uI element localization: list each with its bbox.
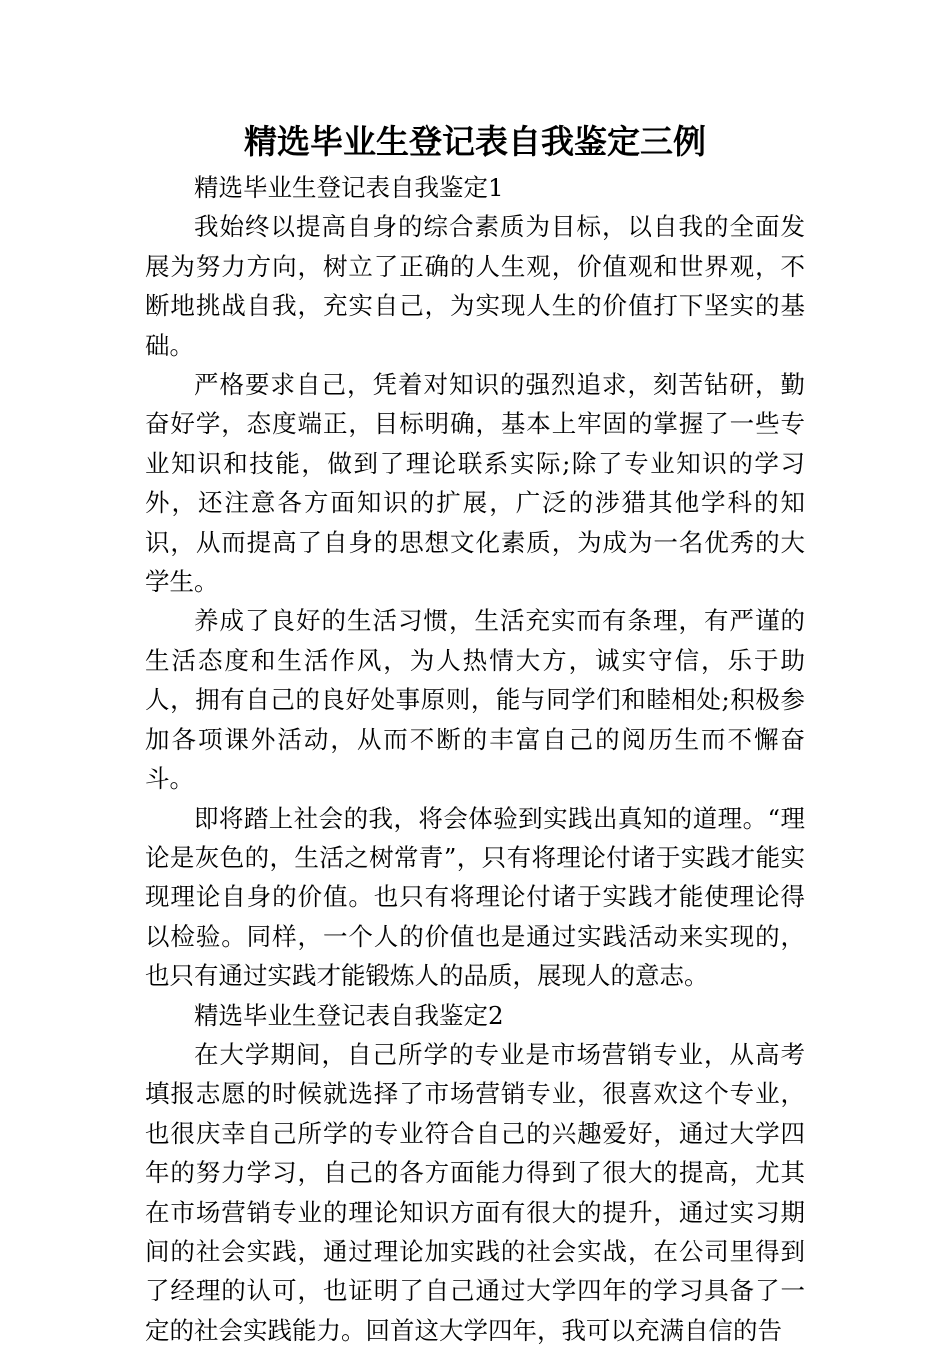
body-paragraph: 我始终以提高自身的综合素质为目标，以自我的全面发展为努力方向，树立了正确的人生观，价值观和世界观，不断地挑战自我，充实自己，为实现人生的价值打下坚实的基础。 — [145, 212, 805, 360]
body-paragraph: 养成了良好的生活习惯，生活充实而有条理，有严谨的生活态度和生活作风，为人热情大方，诚实守信，乐于助人，拥有自己的良好处事原则，能与同学们和睦相处;积极参加各项课外活动，从而不断的丰富自己的阅历生而不懈奋斗。 — [145, 606, 805, 794]
document-title: 精选毕业生登记表自我鉴定三例 — [244, 122, 706, 161]
section-heading-1: 精选毕业生登记表自我鉴定1 — [194, 173, 504, 202]
body-paragraph: 即将踏上社会的我，将会体验到实践出真知的道理。“理论是灰色的，生活之树常青”，只有将理论付诸于实践才能实现理论自身的价值。也只有将理论付诸于实践才能使理论得以检验。同样，一个人的价值也是通过实践活动来实现的，也只有通过实践才能锻炼人的品质，展现人的意志。 — [145, 803, 805, 991]
body-paragraph: 严格要求自己，凭着对知识的强烈追求，刻苦钻研，勤奋好学，态度端正，目标明确，基本上牢固的掌握了一些专业知识和技能，做到了理论联系实际;除了专业知识的学习外，还注意各方面知识的扩展，广泛的涉猎其他学科的知识，从而提高了自身的思想文化素质，为成为一名优秀的大学生。 — [145, 370, 805, 597]
document-body — [145, 168, 805, 1350]
body-paragraph: 在大学期间，自己所学的专业是市场营销专业，从高考填报志愿的时候就选择了市场营销专业，很喜欢这个专业，也很庆幸自己所学的专业符合自己的兴趣爱好，通过大学四年的努力学习，自己的各方面能力得到了很大的提高，尤其在市场营销专业的理论知识方面有很大的提升，通过实习期间的社会实践，通过理论加实践的社会实战，在公司里得到了经理的认可，也证明了自己通过大学四年的学习具备了一定的社会实践能力。回首这大学四年，我可以充满自信的告 — [145, 1039, 805, 1345]
section-heading-2: 精选毕业生登记表自我鉴定2 — [194, 1000, 504, 1030]
